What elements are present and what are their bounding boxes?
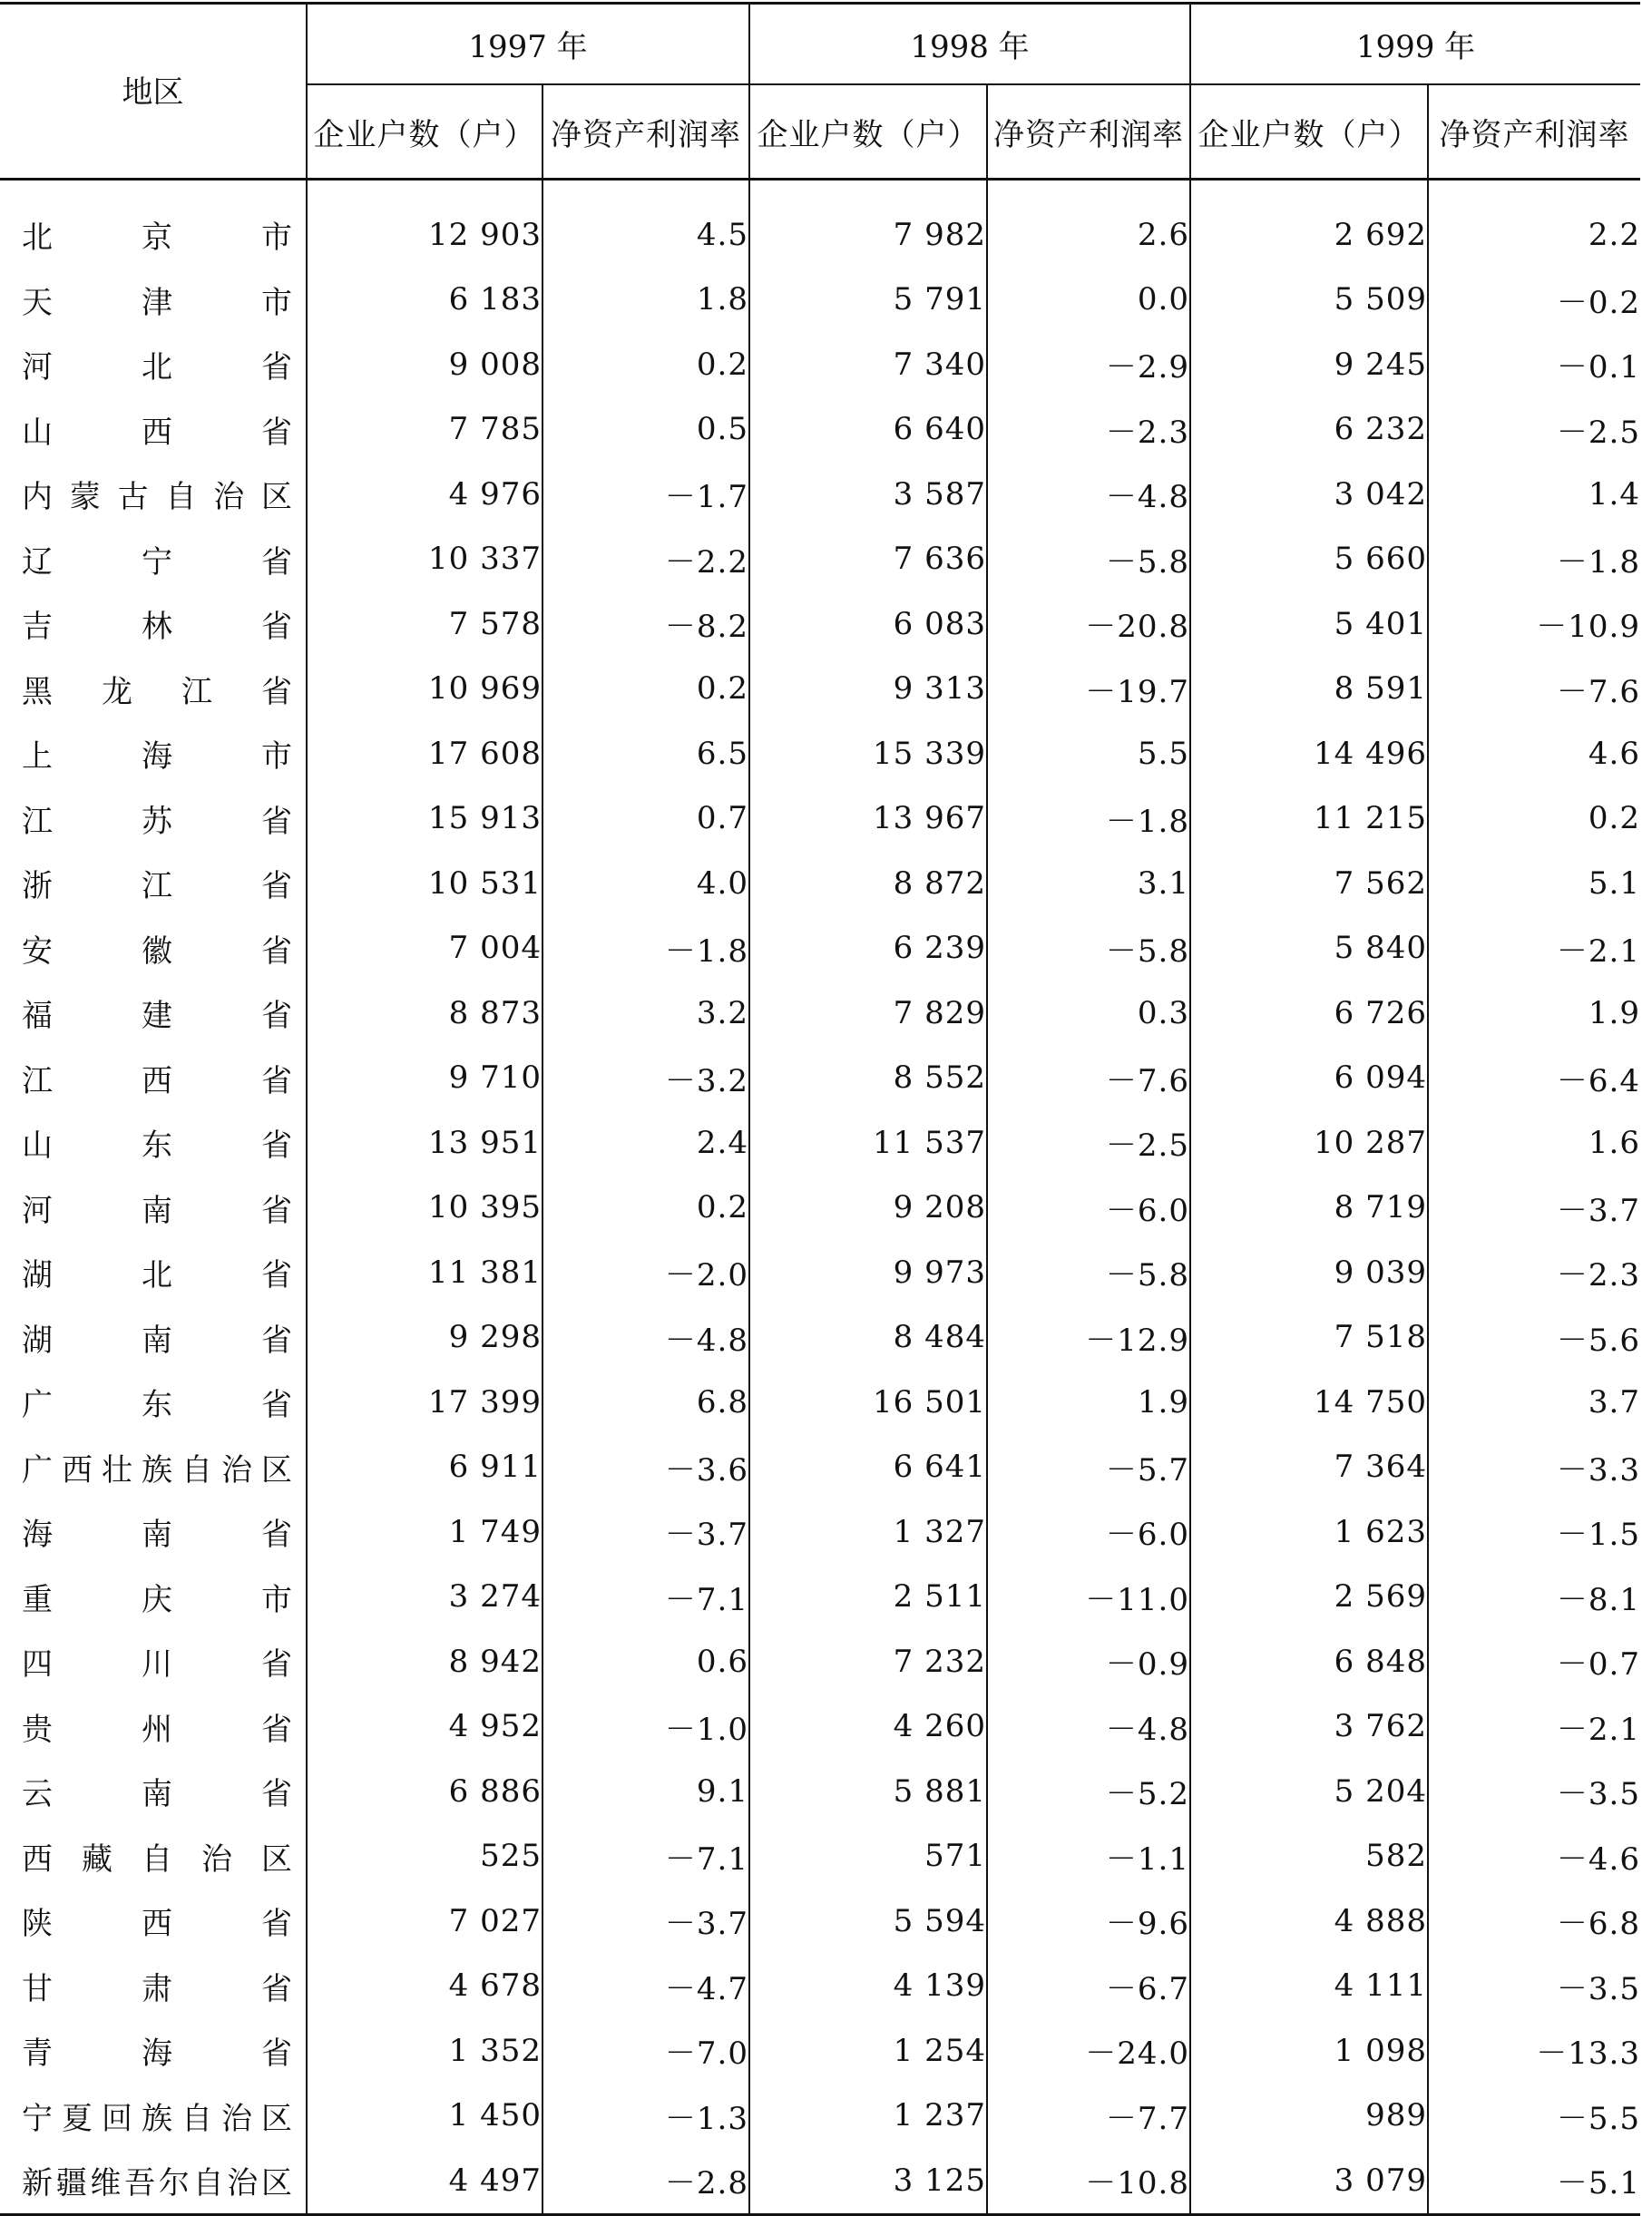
roe-1998-cell: －5.8	[987, 916, 1190, 981]
enterprises-1998-cell: 571	[749, 1824, 987, 1889]
roe-1997-cell: 4.5	[543, 180, 749, 268]
region-name: 江苏省	[22, 803, 294, 840]
enterprises-1999-cell: 9 245	[1190, 332, 1428, 397]
enterprises-1999-cell: 6 726	[1190, 981, 1428, 1046]
enterprises-1999-cell: 4 888	[1190, 1889, 1428, 1954]
roe-1999-cell: －13.3	[1428, 2018, 1640, 2084]
roe-1998-cell: 1.9	[987, 1370, 1190, 1435]
enterprises-1998-cell: 7 636	[749, 527, 987, 592]
roe-1999-cell: －2.1	[1428, 916, 1640, 981]
enterprises-1999-cell: 582	[1190, 1824, 1428, 1889]
region-name: 天津市	[22, 284, 294, 321]
enterprises-header-1997: 企业户数（户）	[307, 84, 543, 180]
enterprises-1998-cell: 5 881	[749, 1759, 987, 1824]
enterprises-1997-cell: 9 710	[307, 1046, 543, 1111]
table-row	[0, 1110, 1640, 1176]
roe-1998-cell: 2.6	[987, 180, 1190, 268]
roe-1998-cell: 5.5	[987, 721, 1190, 786]
roe-1998-cell: －5.8	[987, 1240, 1190, 1305]
enterprises-1998-cell: 11 537	[749, 1110, 987, 1176]
enterprises-1997-cell: 4 678	[307, 1954, 543, 2019]
table-row	[0, 1694, 1640, 1760]
region-name: 西藏自治区	[22, 1840, 294, 1878]
roe-1997-cell: －8.2	[543, 591, 749, 657]
region-cell	[0, 1240, 307, 1305]
enterprises-1997-cell: 17 399	[307, 1370, 543, 1435]
enterprises-1999-cell: 5 660	[1190, 527, 1428, 592]
table-row	[0, 332, 1640, 397]
enterprises-1997-cell: 11 381	[307, 1240, 543, 1305]
enterprises-1998-cell: 6 083	[749, 591, 987, 657]
roe-1998-cell: －2.9	[987, 332, 1190, 397]
table-row	[0, 1046, 1640, 1111]
region-name: 广东省	[22, 1387, 294, 1424]
enterprises-1997-cell: 15 913	[307, 786, 543, 852]
region-name: 新疆维吾尔自治区	[22, 2165, 294, 2202]
table-row	[0, 2018, 1640, 2084]
region-cell	[0, 1694, 307, 1760]
region-cell	[0, 1499, 307, 1565]
table-row	[0, 786, 1640, 852]
enterprises-1997-cell: 9 298	[307, 1305, 543, 1371]
roe-1997-cell: 9.1	[543, 1759, 749, 1824]
region-column-header: 地区	[0, 4, 307, 180]
roe-1998-cell: －12.9	[987, 1305, 1190, 1371]
enterprises-1997-cell: 1 450	[307, 2084, 543, 2149]
region-cell	[0, 916, 307, 981]
roe-1997-cell: －3.2	[543, 1046, 749, 1111]
roe-1998-cell: －5.8	[987, 527, 1190, 592]
roe-1997-cell: －3.7	[543, 1499, 749, 1565]
enterprises-1999-cell: 5 204	[1190, 1759, 1428, 1824]
region-name: 贵州省	[22, 1711, 294, 1748]
roe-1999-cell: －5.6	[1428, 1305, 1640, 1371]
enterprises-1998-cell: 7 982	[749, 180, 987, 268]
enterprises-1998-cell: 4 260	[749, 1694, 987, 1760]
region-cell	[0, 1110, 307, 1176]
region-name: 湖南省	[22, 1322, 294, 1359]
roe-1999-cell: －1.5	[1428, 1499, 1640, 1565]
enterprises-1998-cell: 3 587	[749, 462, 987, 527]
enterprises-1999-cell: 5 509	[1190, 268, 1428, 333]
region-name: 湖北省	[22, 1257, 294, 1294]
roe-1999-cell: 1.9	[1428, 981, 1640, 1046]
roe-1997-cell: 0.6	[543, 1629, 749, 1694]
roe-1999-cell: －5.1	[1428, 2148, 1640, 2214]
enterprises-1997-cell: 1 749	[307, 1499, 543, 1565]
enterprises-1999-cell: 10 287	[1190, 1110, 1428, 1176]
enterprises-1997-cell: 10 531	[307, 851, 543, 916]
region-cell	[0, 1565, 307, 1630]
region-cell	[0, 1759, 307, 1824]
region-name: 陕西省	[22, 1906, 294, 1943]
enterprises-1999-cell: 3 762	[1190, 1694, 1428, 1760]
region-name: 北京市	[22, 220, 294, 257]
roe-1998-cell: 0.3	[987, 981, 1190, 1046]
enterprises-1999-cell: 7 364	[1190, 1435, 1428, 1500]
region-cell	[0, 527, 307, 592]
year-header-1999: 1999 年	[1190, 4, 1640, 84]
region-cell	[0, 462, 307, 527]
roe-1998-cell: －19.7	[987, 657, 1190, 722]
region-cell	[0, 1305, 307, 1371]
table-row	[0, 657, 1640, 722]
enterprises-1997-cell: 12 903	[307, 180, 543, 268]
enterprises-1997-cell: 525	[307, 1824, 543, 1889]
enterprises-1998-cell: 3 125	[749, 2148, 987, 2214]
region-cell	[0, 981, 307, 1046]
enterprises-1999-cell: 7 562	[1190, 851, 1428, 916]
enterprises-1999-cell: 7 518	[1190, 1305, 1428, 1371]
roe-1997-cell: 0.5	[543, 397, 749, 463]
roe-1999-cell: 0.2	[1428, 786, 1640, 852]
enterprises-1998-cell: 5 791	[749, 268, 987, 333]
roe-1997-cell: 2.4	[543, 1110, 749, 1176]
enterprises-1999-cell: 5 401	[1190, 591, 1428, 657]
roe-1999-cell: －3.7	[1428, 1176, 1640, 1241]
roe-1997-cell: －3.7	[543, 1889, 749, 1954]
enterprises-1997-cell: 3 274	[307, 1565, 543, 1630]
enterprises-1999-cell: 1 623	[1190, 1499, 1428, 1565]
roe-1998-cell: －1.1	[987, 1824, 1190, 1889]
roe-1998-cell: －10.8	[987, 2148, 1190, 2214]
roe-1999-cell: 5.1	[1428, 851, 1640, 916]
roe-1999-cell: －2.1	[1428, 1694, 1640, 1760]
region-name: 上海市	[22, 738, 294, 776]
roe-1999-cell: －10.9	[1428, 591, 1640, 657]
enterprises-1999-cell: 6 848	[1190, 1629, 1428, 1694]
enterprises-1999-cell: 2 569	[1190, 1565, 1428, 1630]
region-cell	[0, 397, 307, 463]
roe-1998-cell: －1.8	[987, 786, 1190, 852]
roe-1997-cell: －4.7	[543, 1954, 749, 2019]
region-cell	[0, 851, 307, 916]
roe-1999-cell: －6.4	[1428, 1046, 1640, 1111]
enterprises-1999-cell: 9 039	[1190, 1240, 1428, 1305]
enterprises-1997-cell: 6 183	[307, 268, 543, 333]
enterprises-1999-cell: 6 094	[1190, 1046, 1428, 1111]
region-cell	[0, 591, 307, 657]
region-cell	[0, 1046, 307, 1111]
enterprises-1999-cell: 11 215	[1190, 786, 1428, 852]
enterprises-1998-cell: 1 237	[749, 2084, 987, 2149]
table-row	[0, 1370, 1640, 1435]
region-cell	[0, 657, 307, 722]
roe-1997-cell: －3.6	[543, 1435, 749, 1500]
roe-1997-cell: －2.8	[543, 2148, 749, 2214]
roe-1997-cell: －1.7	[543, 462, 749, 527]
enterprises-1999-cell: 4 111	[1190, 1954, 1428, 2019]
roe-1997-cell: 0.2	[543, 332, 749, 397]
roe-1997-cell: －2.0	[543, 1240, 749, 1305]
table-row	[0, 1954, 1640, 2019]
region-name: 福建省	[22, 998, 294, 1035]
roe-1997-cell: 4.0	[543, 851, 749, 916]
roe-1997-cell: －2.2	[543, 527, 749, 592]
roe-1999-cell: 1.6	[1428, 1110, 1640, 1176]
roe-1998-cell: －24.0	[987, 2018, 1190, 2084]
roe-1998-cell: －2.3	[987, 397, 1190, 463]
region-name: 浙江省	[22, 868, 294, 905]
enterprises-1997-cell: 8 873	[307, 981, 543, 1046]
table-row	[0, 1824, 1640, 1889]
enterprises-1998-cell: 1 327	[749, 1499, 987, 1565]
roe-1997-cell: －1.8	[543, 916, 749, 981]
roe-1997-cell: －7.1	[543, 1565, 749, 1630]
enterprises-1997-cell: 8 942	[307, 1629, 543, 1694]
enterprises-1999-cell: 5 840	[1190, 916, 1428, 981]
enterprises-1997-cell: 4 497	[307, 2148, 543, 2214]
region-name: 广西壮族自治区	[22, 1451, 294, 1489]
enterprises-1997-cell: 9 008	[307, 332, 543, 397]
enterprises-1998-cell: 4 139	[749, 1954, 987, 2019]
region-name: 河北省	[22, 349, 294, 386]
roe-1998-cell: －2.5	[987, 1110, 1190, 1176]
roe-header-1999: 净资产利润率	[1428, 84, 1640, 180]
roe-1998-cell: 0.0	[987, 268, 1190, 333]
roe-1997-cell: 1.8	[543, 268, 749, 333]
region-cell	[0, 1629, 307, 1694]
enterprises-1999-cell: 2 692	[1190, 180, 1428, 268]
enterprises-1999-cell: 3 079	[1190, 2148, 1428, 2214]
enterprises-1997-cell: 7 027	[307, 1889, 543, 1954]
roe-1999-cell: 2.2	[1428, 180, 1640, 268]
table-row	[0, 1305, 1640, 1371]
table-row	[0, 591, 1640, 657]
roe-1997-cell: －7.1	[543, 1824, 749, 1889]
year-header-1997: 1997 年	[307, 4, 749, 84]
roe-1997-cell: －1.0	[543, 1694, 749, 1760]
enterprises-1999-cell: 8 591	[1190, 657, 1428, 722]
roe-1999-cell: －6.8	[1428, 1889, 1640, 1954]
roe-1999-cell: 1.4	[1428, 462, 1640, 527]
region-cell	[0, 1889, 307, 1954]
roe-header-1998: 净资产利润率	[987, 84, 1190, 180]
enterprises-1999-cell: 1 098	[1190, 2018, 1428, 2084]
table-row	[0, 462, 1640, 527]
roe-1998-cell: －7.7	[987, 2084, 1190, 2149]
enterprises-1997-cell: 7 004	[307, 916, 543, 981]
roe-1997-cell: 3.2	[543, 981, 749, 1046]
enterprises-1997-cell: 7 785	[307, 397, 543, 463]
region-cell	[0, 2018, 307, 2084]
roe-1998-cell: －6.7	[987, 1954, 1190, 2019]
enterprises-1997-cell: 6 911	[307, 1435, 543, 1500]
enterprises-1999-cell: 14 750	[1190, 1370, 1428, 1435]
enterprises-1998-cell: 8 484	[749, 1305, 987, 1371]
roe-1998-cell: －6.0	[987, 1499, 1190, 1565]
roe-1998-cell: －9.6	[987, 1889, 1190, 1954]
roe-1998-cell: －0.9	[987, 1629, 1190, 1694]
enterprises-1999-cell: 14 496	[1190, 721, 1428, 786]
region-cell	[0, 268, 307, 333]
enterprises-1997-cell: 7 578	[307, 591, 543, 657]
enterprises-1999-cell: 6 232	[1190, 397, 1428, 463]
enterprises-1997-cell: 17 608	[307, 721, 543, 786]
table-row	[0, 1565, 1640, 1630]
region-cell	[0, 721, 307, 786]
enterprises-1997-cell: 10 969	[307, 657, 543, 722]
roe-1997-cell: －7.0	[543, 2018, 749, 2084]
enterprises-1997-cell: 10 395	[307, 1176, 543, 1241]
region-cell	[0, 2148, 307, 2214]
enterprises-1997-cell: 1 352	[307, 2018, 543, 2084]
region-name: 青海省	[22, 2035, 294, 2073]
enterprises-1998-cell: 7 340	[749, 332, 987, 397]
roe-1997-cell: －4.8	[543, 1305, 749, 1371]
region-cell	[0, 1370, 307, 1435]
roe-1999-cell: －3.3	[1428, 1435, 1640, 1500]
table-row	[0, 916, 1640, 981]
enterprises-1997-cell: 10 337	[307, 527, 543, 592]
roe-1997-cell: 6.8	[543, 1370, 749, 1435]
region-cell	[0, 332, 307, 397]
enterprises-1997-cell: 13 951	[307, 1110, 543, 1176]
roe-1999-cell: －3.5	[1428, 1954, 1640, 2019]
roe-1999-cell: 3.7	[1428, 1370, 1640, 1435]
enterprises-1998-cell: 9 973	[749, 1240, 987, 1305]
enterprises-1998-cell: 1 254	[749, 2018, 987, 2084]
roe-1998-cell: －6.0	[987, 1176, 1190, 1241]
table-row	[0, 397, 1640, 463]
roe-1997-cell: 0.2	[543, 657, 749, 722]
roe-1997-cell: 6.5	[543, 721, 749, 786]
roe-1997-cell: 0.2	[543, 1176, 749, 1241]
enterprises-1998-cell: 9 313	[749, 657, 987, 722]
table-body	[0, 180, 1640, 2215]
table-row	[0, 1499, 1640, 1565]
year-header-row	[0, 4, 1640, 84]
roe-1998-cell: －5.7	[987, 1435, 1190, 1500]
region-name: 重庆市	[22, 1581, 294, 1618]
enterprises-1998-cell: 13 967	[749, 786, 987, 852]
roe-1999-cell: －1.8	[1428, 527, 1640, 592]
region-name: 宁夏回族自治区	[22, 2100, 294, 2137]
roe-1997-cell: 0.7	[543, 786, 749, 852]
roe-1999-cell: －0.7	[1428, 1629, 1640, 1694]
enterprises-1998-cell: 9 208	[749, 1176, 987, 1241]
roe-1999-cell: －5.5	[1428, 2084, 1640, 2149]
roe-1999-cell: －8.1	[1428, 1565, 1640, 1630]
region-name: 四川省	[22, 1646, 294, 1684]
region-name: 辽宁省	[22, 543, 294, 581]
enterprises-1999-cell: 989	[1190, 2084, 1428, 2149]
region-cell	[0, 1954, 307, 2019]
table-row	[0, 1759, 1640, 1824]
region-cell	[0, 1824, 307, 1889]
enterprises-1998-cell: 8 552	[749, 1046, 987, 1111]
roe-1999-cell: 4.6	[1428, 721, 1640, 786]
region-cell	[0, 1435, 307, 1500]
table-row	[0, 527, 1640, 592]
region-cell	[0, 1176, 307, 1241]
year-header-1998: 1998 年	[749, 4, 1190, 84]
roe-1998-cell: －5.2	[987, 1759, 1190, 1824]
region-name: 内蒙古自治区	[22, 479, 294, 516]
region-name: 山西省	[22, 414, 294, 451]
roe-1998-cell: －20.8	[987, 591, 1190, 657]
enterprises-1998-cell: 2 511	[749, 1565, 987, 1630]
roe-1997-cell: －1.3	[543, 2084, 749, 2149]
table-row	[0, 180, 1640, 268]
region-cell	[0, 786, 307, 852]
enterprises-header-1999: 企业户数（户）	[1190, 84, 1428, 180]
table-row	[0, 851, 1640, 916]
table-row	[0, 2148, 1640, 2214]
table-row	[0, 1435, 1640, 1500]
region-name: 云南省	[22, 1776, 294, 1813]
enterprises-1999-cell: 8 719	[1190, 1176, 1428, 1241]
roe-1999-cell: －3.5	[1428, 1759, 1640, 1824]
roe-1998-cell: －4.8	[987, 1694, 1190, 1760]
enterprises-1998-cell: 6 640	[749, 397, 987, 463]
enterprises-1997-cell: 6 886	[307, 1759, 543, 1824]
roe-header-1997: 净资产利润率	[543, 84, 749, 180]
enterprises-1998-cell: 6 641	[749, 1435, 987, 1500]
enterprises-1998-cell: 6 239	[749, 916, 987, 981]
regional-enterprise-table	[0, 4, 1640, 2216]
region-name: 黑龙江省	[22, 673, 294, 710]
roe-1999-cell: －2.5	[1428, 397, 1640, 463]
table-row	[0, 268, 1640, 333]
region-name: 吉林省	[22, 609, 294, 646]
enterprises-1997-cell: 4 952	[307, 1694, 543, 1760]
table-row	[0, 1889, 1640, 1954]
table-row	[0, 1240, 1640, 1305]
enterprises-1998-cell: 5 594	[749, 1889, 987, 1954]
roe-1998-cell: －4.8	[987, 462, 1190, 527]
enterprises-1998-cell: 7 829	[749, 981, 987, 1046]
region-name: 安徽省	[22, 932, 294, 970]
table-row	[0, 721, 1640, 786]
table-row	[0, 2084, 1640, 2149]
roe-1998-cell: －11.0	[987, 1565, 1190, 1630]
enterprises-1998-cell: 7 232	[749, 1629, 987, 1694]
enterprises-1998-cell: 15 339	[749, 721, 987, 786]
region-name: 海南省	[22, 1517, 294, 1554]
region-name: 江西省	[22, 1062, 294, 1099]
enterprises-1998-cell: 16 501	[749, 1370, 987, 1435]
enterprises-1997-cell: 4 976	[307, 462, 543, 527]
region-cell	[0, 2084, 307, 2149]
region-name: 山东省	[22, 1128, 294, 1165]
roe-1999-cell: －4.6	[1428, 1824, 1640, 1889]
table-row	[0, 981, 1640, 1046]
roe-1999-cell: －0.1	[1428, 332, 1640, 397]
roe-1998-cell: 3.1	[987, 851, 1190, 916]
enterprises-header-1998: 企业户数（户）	[749, 84, 987, 180]
roe-1999-cell: －0.2	[1428, 268, 1640, 333]
region-cell	[0, 180, 307, 268]
roe-1999-cell: －2.3	[1428, 1240, 1640, 1305]
enterprises-1998-cell: 8 872	[749, 851, 987, 916]
enterprises-1999-cell: 3 042	[1190, 462, 1428, 527]
region-name: 河南省	[22, 1192, 294, 1229]
roe-1999-cell: －7.6	[1428, 657, 1640, 722]
table-row	[0, 1176, 1640, 1241]
table-row	[0, 1629, 1640, 1694]
roe-1998-cell: －7.6	[987, 1046, 1190, 1111]
region-name: 甘肃省	[22, 1970, 294, 2007]
